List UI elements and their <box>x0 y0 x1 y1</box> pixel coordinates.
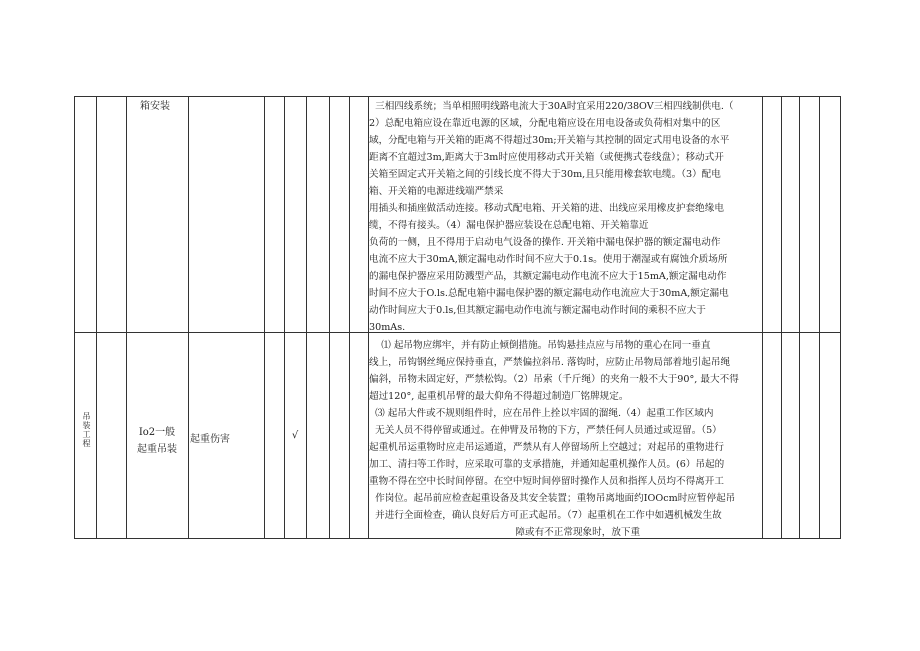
column-divider <box>840 96 841 539</box>
text-line: 障或有不正常现象时，放下重 <box>369 527 641 538</box>
column-divider <box>306 96 307 539</box>
text-line: 无关人员不得停留或通过。在伸臂及吊物的下方，严禁任何人员通过或逗留。（5） <box>369 425 722 436</box>
text-line: 作岗位。起吊前应检查起重设备及其安全装置；重物吊离地面约IOOcm时应暂停起吊 <box>369 493 736 504</box>
text-line: 加工、清扫等工作时，应采取可靠的支承措施，并通知起重机操作人员。(6）吊起的 <box>369 459 725 470</box>
text-line: 动作时间应大于0.ls,但其额定漏电动作电流与额定漏电动作时间的乘积不应大于 <box>369 305 706 316</box>
text-line: 的漏电保护器应采用防溅型产品，其额定漏电动作电流不应大于15mA,额定漏电动作 <box>369 271 727 282</box>
text-line: 关箱至固定式开关箱之间的引线长度不得大于30m,且只能用橡套软电缆。（3）配电 <box>369 169 721 180</box>
column-divider <box>96 96 97 539</box>
text-line: 时间不应大于O.ls.总配电箱中漏电保护器的额定漏电动作电流应大于30mA,额定漏电 <box>369 288 729 299</box>
text-line: ⑶ 起吊大件或不规则组件时，应在吊件上拴以牢固的溜绳.（4）起重工作区域内 <box>369 408 714 419</box>
text-line: 距离不宜超过3m,距离大于3m时应使用移动式开关箱（或便携式卷线盘）；移动式开 <box>369 152 724 163</box>
column-divider <box>762 96 763 539</box>
text-line: 箱、开关箱的电源进线端严禁采 <box>369 186 504 197</box>
row2-item-code: Io2一般 <box>138 427 176 438</box>
text-line: 负荷的一侧，且不得用于启动电气设备的操作. 开关箱中漏电保护器的额定漏电动作 <box>369 237 721 248</box>
text-line: 三相四线系统；当单相照明线路电流大于30A时宜采用220/38OV三相四线制供电.（ <box>369 101 734 112</box>
row2-hazard: 起重伤害 <box>190 434 230 445</box>
text-line: 缆，不得有接头。（4）漏电保护器应装设在总配电箱、开关箱靠近 <box>369 220 649 231</box>
text-line: 域，分配电箱与开关箱的距离不得超过30m;开关箱与其控制的固定式用电设备的水平 <box>369 135 730 146</box>
row1-item-name: 箱安装 <box>140 101 170 112</box>
text-line: 用插头和插座做活动连接。移动式配电箱、开关箱的进、出线应采用橡皮护套绝缘电 <box>369 203 724 214</box>
column-divider <box>349 96 350 539</box>
text-line: ⑴ 起吊物应绑牢，并有防止倾倒措施。吊钩悬挂点应与吊物的重心在同一垂直 <box>369 340 711 351</box>
text-line: 电流不应大于30mA,额定漏电动作时间不应大于0.1s。使用于潮湿或有腐蚀介质场所 <box>369 254 728 265</box>
column-divider <box>188 96 189 539</box>
text-line: 2）总配电箱应设在靠近电源的区域，分配电箱应设在用电设备或负荷相对集中的区 <box>369 118 721 129</box>
text-line: 偏斜，吊物未固定好，严禁松钩。（2）吊索（千斤绳）的夹角一般不大于90°, 最大不得 <box>369 374 739 385</box>
text-line: 并进行全面检查，确认良好后方可正式起吊。（7）起重机在工作中如遇机械发生故 <box>369 510 722 521</box>
row2-check-mark: √ <box>291 430 299 441</box>
row2-category: 吊装工程 <box>82 412 91 448</box>
text-line: 重物不得在空中长时间停留。在空中短时间停留时操作人员和指挥人员均不得离开工 <box>369 476 724 487</box>
row2-item-name: 起重吊装 <box>137 444 177 455</box>
column-divider <box>799 96 800 539</box>
column-divider <box>329 96 330 539</box>
text-line: 超过120°, 起重机吊臂的最大仰角不得超过制造厂铭牌规定。 <box>369 391 629 402</box>
column-divider <box>819 96 820 539</box>
table-top-border <box>74 96 841 97</box>
text-line: 线上，吊钩钢丝绳应保持垂直，严禁偏拉斜吊. 落钩时，应防止吊物局部着地引起吊绳 <box>369 357 731 368</box>
column-divider <box>74 96 75 539</box>
text-line: 30mAs. <box>369 322 406 333</box>
column-divider <box>781 96 782 539</box>
column-divider <box>264 96 265 539</box>
column-divider <box>284 96 285 539</box>
text-line: 起重机吊运重物时应走吊运通道，严禁从有人停留场所上空越过；对起吊的重物进行 <box>369 442 724 453</box>
row-divider <box>74 332 841 333</box>
column-divider <box>126 96 127 539</box>
